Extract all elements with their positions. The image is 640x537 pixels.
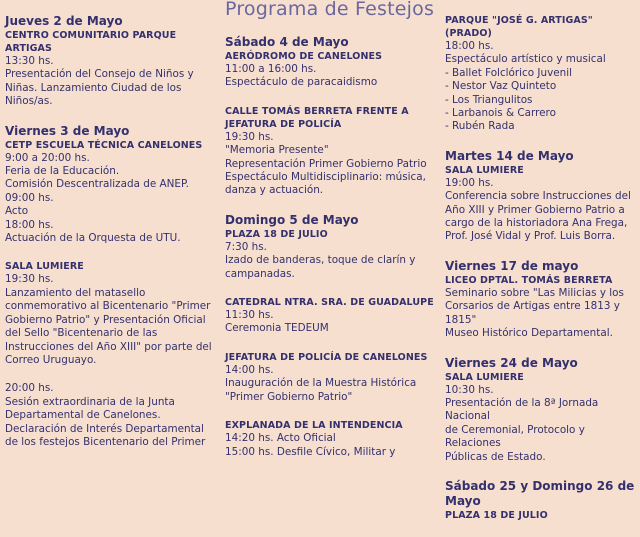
event-block [445,14,640,134]
event-detail-line: 13:30 hs. [5,55,54,67]
event-detail-line: del Sello "Bicentenario de las [5,327,158,340]
event-date: Sábado 25 y Domingo 26 de Mayo [445,478,635,508]
event-detail-line: danza y actuación. [225,184,324,197]
page-title: Programa de Festejos [225,0,435,20]
event-venue: JEFATURA DE POLICÍA [225,118,342,130]
event-detail-line: Acto [5,205,29,218]
event-detail-line: 14:00 hs. [225,363,274,376]
event-detail-line: Representación Primer Gobierno Patrio [225,157,427,170]
event-detail-line: Niñas. Lanzamiento Ciudad de los [5,81,182,94]
event-detail-line: Correo Uruguayo. [5,353,97,366]
event-venue: LICEO DPTAL. TOMÁS BERRETA [445,274,613,286]
event-detail-line: - Nestor Vaz Quinteto [445,80,557,93]
event-detail-line: 19:00 hs. [445,176,494,189]
event-date: Domingo 5 de Mayo [225,212,359,227]
event-detail-line: Presentación del Consejo de Niños y [5,68,194,81]
event-detail-line: de Ceremonial, Protocolo y Relaciones [445,423,585,450]
event-detail-line: - Rubén Rada [445,120,515,133]
event-detail-line: Espectáculo Multidisciplinario: música, [225,171,426,184]
event-detail-line: Museo Histórico Departamental. [445,327,613,340]
event-detail-line: Comisión Descentralizada de ANEP. [5,178,189,191]
event-detail-line: Prof. José Vidal y Prof. Luis Borra. [445,230,616,243]
event-detail-line: "Primer Gobierno Patrio" [225,390,353,403]
event-detail-line: Sesión extraordinaria de la Junta [5,395,175,408]
event-date: Jueves 2 de Mayo [5,14,123,28]
event-detail-line: "Memoria Presente" [225,144,329,157]
event-venue: CENTRO COMUNITARIO PARQUE ARTIGAS [5,30,177,54]
event-detail-line: - Larbanois & Carrero [445,107,556,120]
event-detail-line: Año XIII y Primer Gobierno Patrio a [445,203,625,216]
event-detail-line: Declaración de Interés Departamental [5,422,204,435]
event-detail-line: 9:00 a 20:00 hs. [5,151,90,164]
event-detail-line: 14:20 hs. Acto Oficial [225,432,336,445]
column-middle [225,35,443,474]
event-detail-line: 11:00 a 16:00 hs. [225,63,317,75]
event-detail-line: Gobierno Patrio" y Presentación Oficial [5,313,206,326]
event-detail-line: Departamental de Canelones. [5,409,161,422]
event-detail-line: Lanzamiento del matasello [5,286,146,299]
event-block [5,260,220,367]
event-detail-line: Espectáculo de paracaidismo [225,76,378,89]
event-detail-line: Izado de banderas, toque de clarín y [225,254,416,267]
event-detail-line: 18:00 hs. [445,40,494,52]
event-date: Martes 14 de Mayo [445,148,574,163]
event-detail-line: Instrucciones del Año XIII" por parte del [5,340,212,353]
event-detail-line: 11:30 hs. [225,309,274,322]
event-detail-line: 15:00 hs. Desfile Cívico, Militar y [225,445,396,458]
event-detail-line: Seminario sobre "Las Milicias y los [445,286,624,299]
event-block [225,35,443,90]
event-venue: CETP ESCUELA TÉCNICA CANELONES [5,139,203,151]
event-date: Viernes 24 de Mayo [445,355,578,370]
event-detail-line: Feria de la Educación. [5,165,120,178]
event-detail-line: 10:30 hs. [445,383,494,396]
event-venue: SALA LUMIERE [445,371,524,383]
event-venue: SALA LUMIERE [5,261,84,273]
event-block [5,124,220,246]
event-detail-line: Presentación de la 8ª Jornada Nacional [445,396,599,423]
event-detail-line: - Ballet Folclórico Juvenil [445,66,572,79]
event-block [225,213,443,281]
event-detail-line: 19:30 hs. [5,273,54,286]
event-block [225,419,443,459]
event-detail-line: Públicas de Estado. [445,450,546,463]
event-venue: CALLE TOMÁS BERRETA FRENTE A [225,105,409,117]
event-date: Viernes 3 de Mayo [5,123,130,138]
event-detail-line: Inauguración de la Muestra Histórica [225,377,417,390]
column-right [445,14,640,537]
event-detail-line: Conferencia sobre Instrucciones del [445,190,631,203]
event-block [445,479,640,522]
event-detail-line: Ceremonia TEDEUM [225,322,329,335]
event-venue: CATEDRAL NTRA. SRA. DE GUADALUPE [225,297,434,309]
event-block [445,149,640,244]
event-block [225,351,443,404]
event-detail-line: 7:30 hs. [225,240,267,253]
event-block [445,259,640,341]
event-block [445,356,640,464]
event-venue: PARQUE "JOSÉ G. ARTIGAS" (PRADO) [445,15,593,39]
event-block [225,296,443,336]
event-detail-line: 18:00 hs. [5,218,54,231]
event-detail-line: Corsarios de Artigas entre 1813 y 1815" [445,300,620,326]
event-block [225,105,443,198]
event-block [5,382,220,449]
event-venue: JEFATURA DE POLICÍA DE CANELONES [225,351,428,363]
event-detail-line: Actuación de la Orquesta de UTU. [5,232,181,245]
event-detail-line: conmemorativo al Bicentenario "Primer [5,300,211,313]
event-venue: PLAZA 18 DE JULIO [225,228,328,240]
event-detail-line: cargo de la historiadora Ana Frega, [445,217,628,230]
event-detail-line: - Los Triangulitos [445,93,533,106]
event-block [5,14,220,109]
event-venue: SALA LUMIERE [445,164,524,176]
event-detail-line: 19:30 hs. [225,130,274,143]
event-detail-line: Espectáculo artístico y musical [445,53,606,66]
event-detail-line: Niños/as. [5,95,53,108]
event-detail-line: campanadas. [225,267,295,280]
event-detail-line: de los festejos Bicentenario del Primer [5,435,206,448]
event-venue: AERÓDROMO DE CANELONES [225,51,383,62]
column-left [5,14,220,464]
event-date: Sábado 4 de Mayo [225,35,349,49]
event-detail-line: 09:00 hs. [5,191,54,204]
event-detail-line: 20:00 hs. [5,382,54,395]
event-date: Viernes 17 de mayo [445,258,579,273]
event-venue: PLAZA 18 DE JULIO [445,509,548,521]
event-venue: EXPLANADA DE LA INTENDENCIA [225,420,403,432]
